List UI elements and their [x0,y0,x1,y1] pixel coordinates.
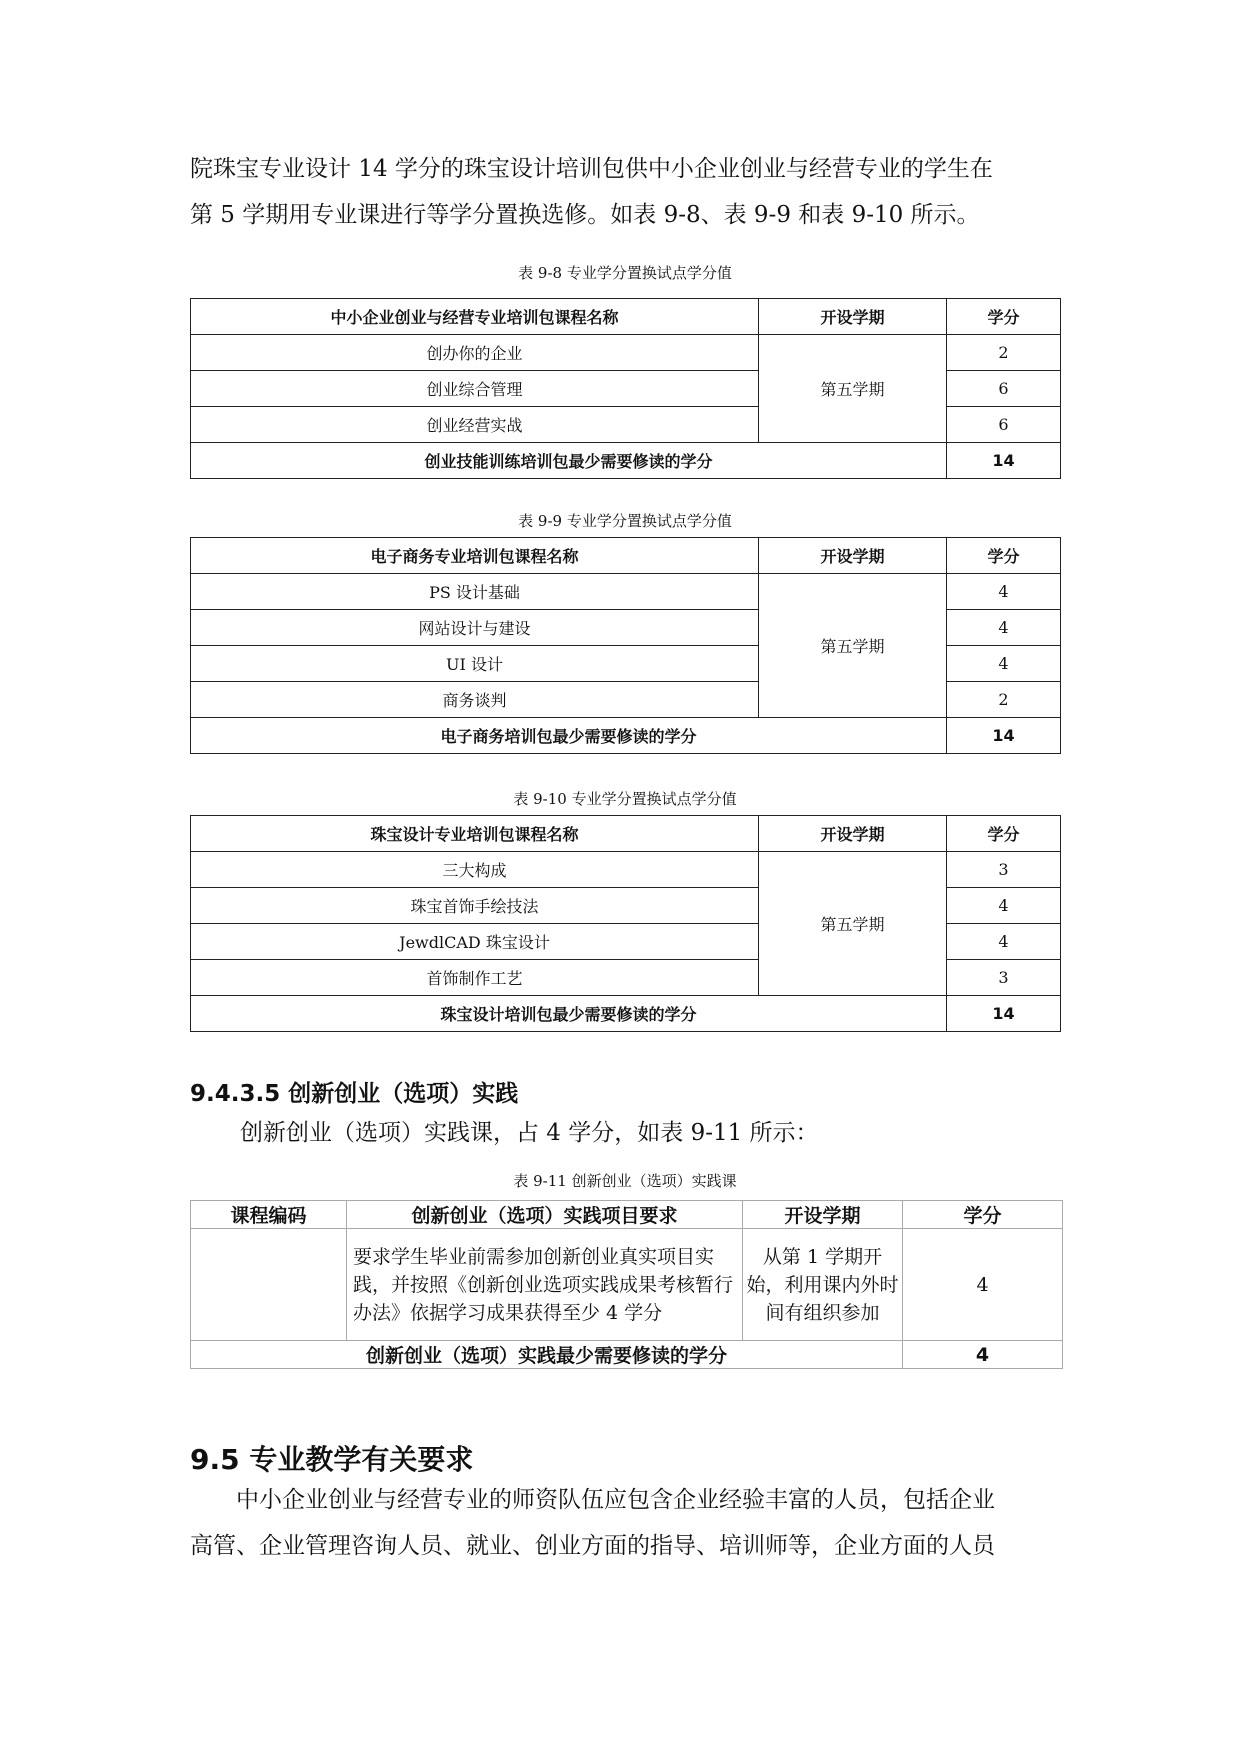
course-name: 创办你的企业 [191,335,759,371]
credit-cell: 6 [947,407,1061,443]
table-9-8 [190,298,1061,479]
table-9-10-caption: 表 9-10 专业学分置换试点学分值 [513,790,737,808]
credit-cell: 4 [947,574,1061,610]
table-header-course: 电子商务专业培训包课程名称 [191,538,759,574]
semester-cell: 第五学期 [759,574,947,718]
total-credit: 14 [947,443,1061,479]
table-9-11-caption: 表 9-11 创新创业（选项）实践课 [513,1172,737,1190]
course-name: 三大构成 [191,852,759,888]
credit-cell: 2 [947,682,1061,718]
table-row [191,574,1061,610]
table-header-semester: 开设学期 [759,816,947,852]
table-9-8-caption: 表 9-8 专业学分置换试点学分值 [518,264,732,282]
table-row [191,1229,1063,1341]
table-header-code: 课程编码 [191,1201,347,1229]
section-9-4-3-5-heading: 9.4.3.5 创新创业（选项）实践 [190,1081,519,1107]
course-name: 首饰制作工艺 [191,960,759,996]
total-row [191,1341,1063,1369]
total-credit: 14 [947,718,1061,754]
table-row [191,335,1061,371]
section-9-5-line-2: 高管、企业管理咨询人员、就业、创业方面的指导、培训师等，企业方面的人员 [190,1533,995,1559]
table-header-credit: 学分 [903,1201,1063,1229]
total-row [191,443,1061,479]
credit-cell: 3 [947,852,1061,888]
course-name: 商务谈判 [191,682,759,718]
total-credit: 4 [903,1341,1063,1369]
requirement-cell: 要求学生毕业前需参加创新创业真实项目实践，并按照《创新创业选项实践成果考核暂行办法》依据学习成果获得至少 4 学分 [347,1229,743,1341]
table-header-course: 珠宝设计专业培训包课程名称 [191,816,759,852]
total-label: 电子商务培训包最少需要修读的学分 [191,718,947,754]
semester-cell: 从第 1 学期开始，利用课内外时间有组织参加 [743,1229,903,1341]
semester-cell: 第五学期 [759,335,947,443]
table-header-requirement: 创新创业（选项）实践项目要求 [347,1201,743,1229]
table-header-semester: 开设学期 [759,538,947,574]
table-9-9 [190,537,1061,754]
intro-paragraph [190,146,1060,238]
table-9-11 [190,1200,1063,1369]
course-name: 网站设计与建设 [191,610,759,646]
credit-cell: 2 [947,335,1061,371]
credit-cell: 4 [947,610,1061,646]
course-name: JewdlCAD 珠宝设计 [191,924,759,960]
semester-cell: 第五学期 [759,852,947,996]
credit-cell: 3 [947,960,1061,996]
intro-line-1: 院珠宝专业设计 14 学分的珠宝设计培训包供中小企业创业与经营专业的学生在 [190,156,993,182]
credit-cell: 4 [947,924,1061,960]
total-credit: 14 [947,996,1061,1032]
course-name: PS 设计基础 [191,574,759,610]
total-label: 创新创业（选项）实践最少需要修读的学分 [191,1341,903,1369]
total-label: 创业技能训练培训包最少需要修读的学分 [191,443,947,479]
total-row [191,718,1061,754]
section-9-5-line-1: 中小企业创业与经营专业的师资队伍应包含企业经验丰富的人员，包括企业 [236,1487,995,1513]
total-row [191,996,1061,1032]
credit-cell: 4 [903,1229,1063,1341]
table-header-credit: 学分 [947,299,1061,335]
course-name: UI 设计 [191,646,759,682]
table-header-semester: 开设学期 [743,1201,903,1229]
course-name: 珠宝首饰手绘技法 [191,888,759,924]
table-header-credit: 学分 [947,538,1061,574]
intro-line-2: 第 5 学期用专业课进行等学分置换选修。如表 9-8、表 9-9 和表 9-10 所示。 [190,202,980,228]
table-9-10 [190,815,1061,1032]
table-header-course: 中小企业创业与经营专业培训包课程名称 [191,299,759,335]
table-header-semester: 开设学期 [759,299,947,335]
credit-cell: 4 [947,888,1061,924]
section-9-5-paragraph [190,1477,1060,1569]
table-row [191,852,1061,888]
credit-cell: 4 [947,646,1061,682]
total-label: 珠宝设计培训包最少需要修读的学分 [191,996,947,1032]
course-name: 创业综合管理 [191,371,759,407]
section-9-5-heading: 9.5 专业教学有关要求 [190,1443,474,1476]
section-9-4-3-5-body: 创新创业（选项）实践课，占 4 学分，如表 9-11 所示： [240,1120,819,1146]
table-header-credit: 学分 [947,816,1061,852]
course-name: 创业经营实战 [191,407,759,443]
credit-cell: 6 [947,371,1061,407]
table-9-9-caption: 表 9-9 专业学分置换试点学分值 [518,512,732,530]
course-code [191,1229,347,1341]
